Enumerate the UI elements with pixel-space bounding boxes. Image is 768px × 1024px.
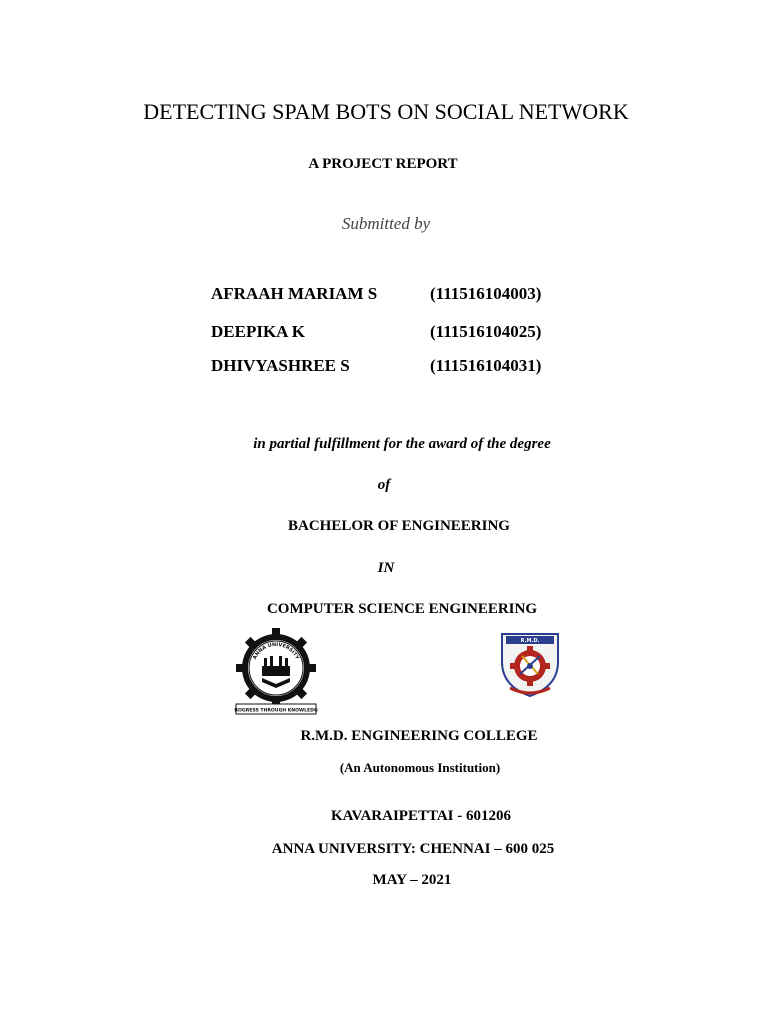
college-status: (An Autonomous Institution) <box>339 760 501 775</box>
student-name: DHIVYASHREE S <box>211 356 350 375</box>
rmd-logo-text: R.M.D. <box>520 638 540 644</box>
student-roll-number: (111516104003) <box>430 284 542 303</box>
in-label: IN <box>377 560 395 576</box>
degree-name: BACHELOR OF ENGINEERING <box>288 518 510 534</box>
report-subtitle: A PROJECT REPORT <box>308 156 458 172</box>
college-location: KAVARAIPETTAI - 601206 <box>330 808 512 824</box>
student-name: AFRAAH MARIAM S <box>211 284 378 303</box>
fulfillment-statement: in partial fulfillment for the award of the degree <box>253 436 551 452</box>
student-name: DEEPIKA K <box>211 322 305 341</box>
department-name: COMPUTER SCIENCE ENGINEERING <box>266 601 538 617</box>
logo-text-top: ANNA UNIVERSITY <box>251 641 301 661</box>
university-name: ANNA UNIVERSITY: CHENNAI – 600 025 <box>271 841 555 857</box>
anna-university-logo-icon <box>234 626 318 716</box>
report-title: DETECTING SPAM BOTS ON SOCIAL NETWORK <box>143 99 629 124</box>
logo-motto: PROGRESS THROUGH KNOWLEDGE <box>234 708 318 714</box>
student-roll-number: (111516104031) <box>430 356 542 375</box>
report-date: MAY – 2021 <box>372 872 452 888</box>
of-label: of <box>377 477 391 493</box>
student-roll-number: (111516104025) <box>430 322 542 341</box>
college-name: R.M.D. ENGINEERING COLLEGE <box>300 728 538 744</box>
submitted-by-label: Submitted by <box>341 214 431 233</box>
rmd-college-logo-icon <box>494 628 566 700</box>
